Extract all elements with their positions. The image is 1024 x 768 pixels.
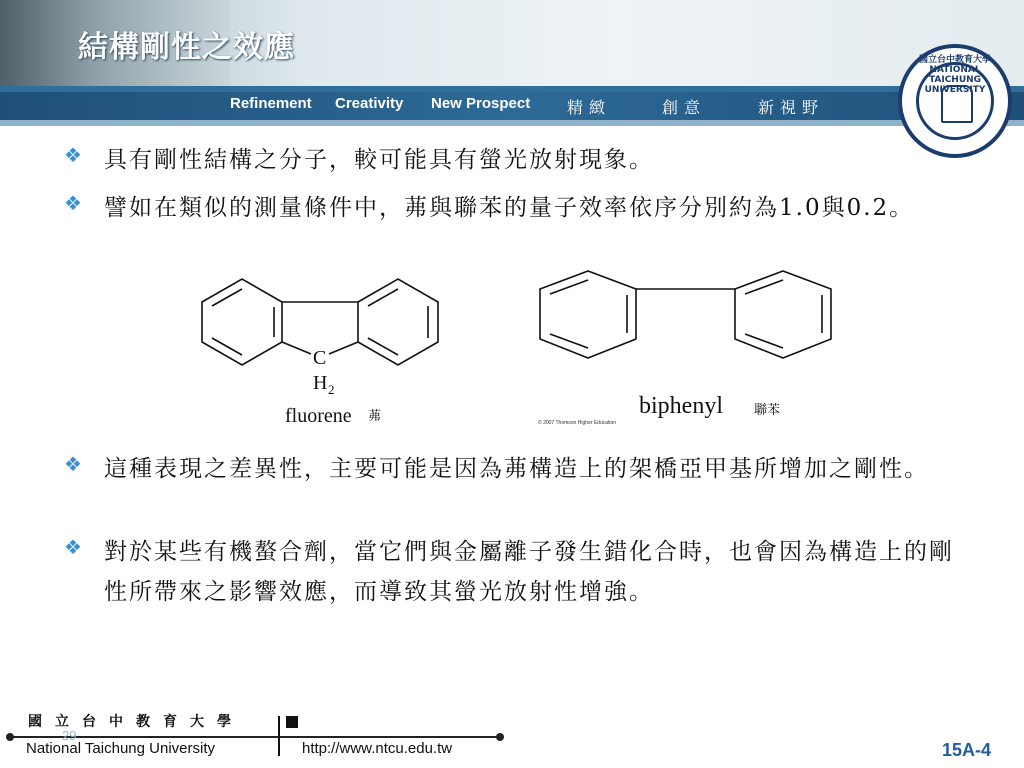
footer-separator [278,716,280,756]
slide-number: 29 [62,728,77,743]
fluorene-name: fluorene [285,405,352,427]
bullet-text: 這種表現之差異性，主要可能是因為茀構造上的架橋亞甲基所增加之剛性。 [104,456,929,482]
diamond-bullet-icon: ❖ [64,452,82,476]
diamond-bullet-icon: ❖ [64,143,82,167]
slide-title: 結構剛性之效應 [78,30,295,65]
motto-refinement: Refinement [230,95,312,112]
bullet-text: 對於某些有機螯合劑，當它們與金屬離子發生錯化合時，也會因為構造上的剛性所帶來之影響效應，而導致其螢光放射性增強。 [104,539,954,605]
biphenyl-name-zh: 聯苯 [754,403,781,418]
seal-text: 國立台中教育大學 NATIONAL TAICHUNG UNIVERSITY [918,55,991,95]
fluorene-carbon-label: C [313,347,327,369]
diamond-bullet-icon: ❖ [64,535,82,559]
bullet-text: 具有剛性結構之分子，較可能具有螢光放射現象。 [104,147,654,173]
seal-emblem-icon [941,85,973,123]
footer-divider-line [10,736,500,738]
structures-svg [190,262,850,434]
footer-dot-left [6,733,14,741]
header-band-bottom [0,120,1024,126]
motto-creativity: Creativity [335,95,404,112]
diamond-bullet-icon: ❖ [64,191,82,215]
seal-inner-ring [916,62,994,140]
footer-square-icon [286,716,298,728]
footer-university-zh: 國立台中教育大學 [28,714,244,730]
header-banner [0,0,1024,126]
footer-university-en: National Taichung University [26,740,215,757]
fluorene-name-zh: 茀 [368,409,382,424]
chemical-structures-figure [190,262,850,434]
motto-zh-refinement: 精緻 [567,98,612,117]
page-label: 15A-4 [942,740,992,760]
bullet-text: 譬如在類似的測量條件中，茀與聯苯的量子效率依序分別約為1.0與0.2。 [104,195,915,221]
motto-zh-new-prospect: 新視野 [758,98,825,117]
biphenyl-structure [540,271,831,358]
motto-new-prospect: New Prospect [431,95,531,112]
fluorene-h-subscript: 2 [328,382,335,397]
biphenyl-name: biphenyl [639,393,723,419]
footer-url: http://www.ntcu.edu.tw [302,740,453,757]
motto-zh-creativity: 創意 [662,98,707,117]
figure-copyright: © 2007 Thomson Higher Education [538,420,617,426]
fluorene-h-label: H [313,372,328,394]
footer-dot-right [496,733,504,741]
